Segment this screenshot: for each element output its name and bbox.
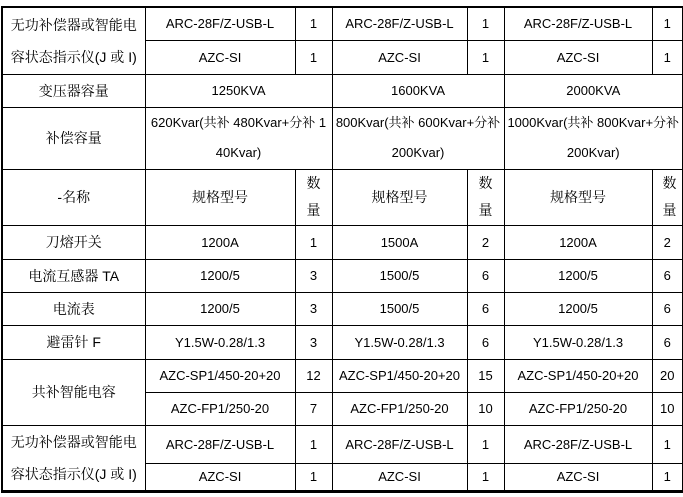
qty-cell: 3 [295,259,332,292]
table-row [2,7,683,40]
spec-cell: AZC-SI [332,463,467,491]
spec-cell: AZC-SP1/450-20+20 [504,359,652,392]
value-cell: 2000KVA [504,74,683,107]
qty-cell: 1 [652,40,683,74]
qty-cell: 1 [652,425,683,463]
spec-cell: 1200A [504,225,652,259]
spec-cell: ARC-28F/Z-USB-L [145,425,295,463]
qty-cell: 1 [652,7,683,40]
spec-cell: ARC-28F/Z-USB-L [145,7,295,40]
qty-cell: 1 [467,463,504,491]
header-spec: 规格型号 [332,169,467,225]
qty-cell: 10 [467,392,504,425]
spec-cell: 1200/5 [145,259,295,292]
qty-cell: 1 [295,225,332,259]
spec-cell: Y1.5W-0.28/1.3 [332,325,467,359]
row-label-compensation-capacity: 补偿容量 [2,107,145,169]
qty-cell: 3 [295,292,332,325]
table-row [2,425,683,463]
table-row [2,325,683,359]
qty-cell: 12 [295,359,332,392]
spec-cell: 1500A [332,225,467,259]
qty-cell: 2 [467,225,504,259]
row-label-current-transformer: 电流互感器 TA [2,259,145,292]
qty-cell: 1 [467,7,504,40]
spec-cell: ARC-28F/Z-USB-L [332,425,467,463]
row-label-lightning-arrester: 避雷针 F [2,325,145,359]
qty-cell: 15 [467,359,504,392]
qty-cell: 3 [295,325,332,359]
row-label-indicator-bottom: 无功补偿器或智能电容状态指示仪(J 或 I) [2,425,145,491]
value-cell: 1600KVA [332,74,504,107]
value-cell: 1000Kvar(共补 800Kvar+分补 200Kvar) [504,107,683,169]
spec-cell: 1200A [145,225,295,259]
value-cell: 620Kvar(共补 480Kvar+分补 140Kvar) [145,107,332,169]
spec-cell: AZC-SI [145,463,295,491]
spec-cell: 1200/5 [504,292,652,325]
table-row [2,292,683,325]
qty-cell: 1 [467,425,504,463]
qty-cell: 6 [652,259,683,292]
qty-cell: 2 [652,225,683,259]
spec-cell: AZC-SP1/450-20+20 [145,359,295,392]
qty-cell: 1 [652,463,683,491]
table-row [2,225,683,259]
table-header-row [2,169,683,225]
spec-cell: AZC-SI [145,40,295,74]
header-qty: 数量 [295,169,332,225]
spec-cell: Y1.5W-0.28/1.3 [504,325,652,359]
spec-cell: 1500/5 [332,259,467,292]
qty-cell: 6 [652,292,683,325]
qty-cell: 1 [295,40,332,74]
value-cell: 1250KVA [145,74,332,107]
table-row [2,107,683,169]
spec-cell: ARC-28F/Z-USB-L [504,7,652,40]
header-qty: 数量 [467,169,504,225]
row-label-transformer-capacity: 变压器容量 [2,74,145,107]
qty-cell: 6 [467,325,504,359]
row-label-indicator-top: 无功补偿器或智能电容状态指示仪(J 或 I) [2,7,145,74]
qty-cell: 1 [467,40,504,74]
table-row [2,359,683,392]
qty-cell: 6 [467,292,504,325]
spec-cell: AZC-SI [504,40,652,74]
spec-cell: ARC-28F/Z-USB-L [332,7,467,40]
qty-cell: 20 [652,359,683,392]
spec-cell: 1500/5 [332,292,467,325]
header-spec: 规格型号 [504,169,652,225]
qty-cell: 1 [295,425,332,463]
row-label-ammeter: 电流表 [2,292,145,325]
spec-cell: AZC-SP1/450-20+20 [332,359,467,392]
header-spec: 规格型号 [145,169,295,225]
spec-cell: AZC-FP1/250-20 [332,392,467,425]
table-row [2,74,683,107]
spec-cell: 1200/5 [504,259,652,292]
spec-cell: AZC-SI [504,463,652,491]
spec-cell: ARC-28F/Z-USB-L [504,425,652,463]
qty-cell: 6 [467,259,504,292]
header-name: -名称 [2,169,145,225]
table-row [2,259,683,292]
row-label-smart-capacitor: 共补智能电容 [2,359,145,425]
spec-cell: AZC-FP1/250-20 [145,392,295,425]
spec-cell: AZC-SI [332,40,467,74]
qty-cell: 1 [295,463,332,491]
equipment-spec-table [1,6,683,493]
spec-cell: 1200/5 [145,292,295,325]
value-cell: 800Kvar(共补 600Kvar+分补 200Kvar) [332,107,504,169]
qty-cell: 6 [652,325,683,359]
spec-cell: AZC-FP1/250-20 [504,392,652,425]
row-label-knife-fuse-switch: 刀熔开关 [2,225,145,259]
qty-cell: 1 [295,7,332,40]
qty-cell: 7 [295,392,332,425]
spec-cell: Y1.5W-0.28/1.3 [145,325,295,359]
header-qty: 数量 [652,169,683,225]
qty-cell: 10 [652,392,683,425]
